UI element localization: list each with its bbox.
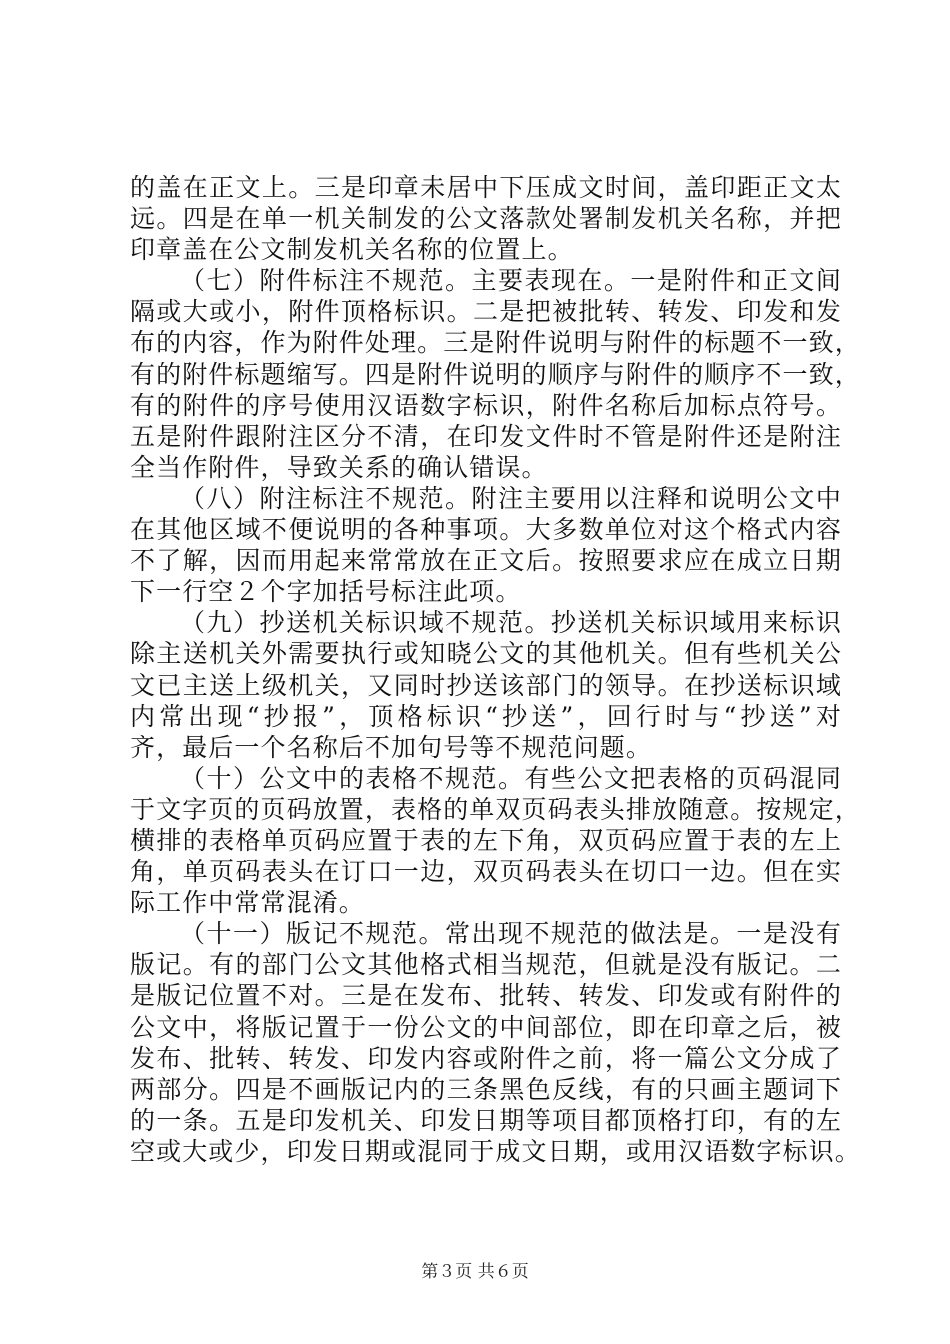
text-line: 有的附件的序号使用汉语数字标识，附件名称后加标点符号。 (130, 390, 842, 420)
text-line: 际工作中常常混淆。 (130, 888, 365, 918)
page-number-footer: 第３页 共６页 (421, 1262, 529, 1282)
text-line: 内常出现“抄报”，顶格标识“抄送”，回行时与“抄送”对 (130, 701, 842, 731)
text-line: 角，单页码表头在订口一边，双页码表头在切口一边。但在实 (130, 857, 842, 887)
text-line: 印章盖在公文制发机关名称的位置上。 (130, 235, 574, 265)
text-line: （十一）版记不规范。常出现不规范的做法是。一是没有 (180, 919, 842, 949)
text-line: 文已主送上级机关，又同时抄送该部门的领导。在抄送标识域 (130, 670, 842, 700)
text-line: 在其他区域不便说明的各种事项。大多数单位对这个格式内容 (130, 515, 842, 545)
text-line: 齐，最后一个名称后不加句号等不规范问题。 (130, 732, 653, 762)
paragraph-6 (130, 918, 861, 1167)
text-line: 远。四是在单一机关制发的公文落款处署制发机关名称，并把 (130, 204, 842, 234)
text-line: 全当作附件，导致关系的确认错误。 (130, 452, 548, 482)
text-line: 于文字页的页码放置，表格的单双页码表头排放随意。按规定， (130, 794, 861, 824)
text-line: 的盖在正文上。三是印章未居中下压成文时间，盖印距正文太 (130, 173, 842, 202)
text-line: （十）公文中的表格不规范。有些公文把表格的页码混同 (180, 763, 842, 793)
text-line: 版记。有的部门公文其他格式相当规范，但就是没有版记。二 (130, 950, 842, 980)
text-line: 隔或大或小，附件顶格标识。二是把被批转、转发、印发和发 (130, 297, 842, 327)
paragraph-2 (130, 265, 861, 483)
paragraph-3 (130, 483, 842, 607)
text-line: 两部分。四是不画版记内的三条黑色反线，有的只画主题词下 (130, 1074, 842, 1104)
text-line: 横排的表格单页码应置于表的左下角，双页码应置于表的左上 (130, 825, 842, 855)
paragraph-1 (130, 172, 842, 265)
text-line: 公文中，将版记置于一份公文的中间部位，即在印章之后，被 (130, 1012, 842, 1042)
text-line: 的一条。五是印发机关、印发日期等项目都顶格打印，有的左 (130, 1105, 842, 1135)
text-line: （八）附注标注不规范。附注主要用以注释和说明公文中 (180, 483, 842, 513)
text-line: 是版记位置不对。三是在发布、批转、转发、印发或有附件的 (130, 981, 842, 1011)
text-line: 空或大或少，印发日期或混同于成文日期，或用汉语数字标识。 (130, 1136, 861, 1166)
text-line: （九）抄送机关标识域不规范。抄送机关标识域用来标识 (180, 608, 842, 638)
document-body (130, 172, 861, 1167)
paragraph-5 (130, 763, 861, 918)
text-line: 发布、批转、转发、印发内容或附件之前，将一篇公文分成了 (130, 1043, 842, 1073)
text-line: 有的附件标题缩写。四是附件说明的顺序与附件的顺序不一致， (130, 359, 861, 389)
text-line: （七）附件标注不规范。主要表现在。一是附件和正文间 (180, 266, 842, 296)
text-line: 下一行空２个字加括号标注此项。 (130, 577, 522, 607)
text-line: 除主送机关外需要执行或知晓公文的其他机关。但有些机关公 (130, 639, 842, 669)
text-line: 布的内容，作为附件处理。三是附件说明与附件的标题不一致， (130, 328, 861, 358)
text-line: 五是附件跟附注区分不清，在印发文件时不管是附件还是附注 (130, 421, 842, 451)
text-line: 不了解，因而用起来常常放在正文后。按照要求应在成立日期 (130, 546, 842, 576)
paragraph-4 (130, 607, 842, 762)
